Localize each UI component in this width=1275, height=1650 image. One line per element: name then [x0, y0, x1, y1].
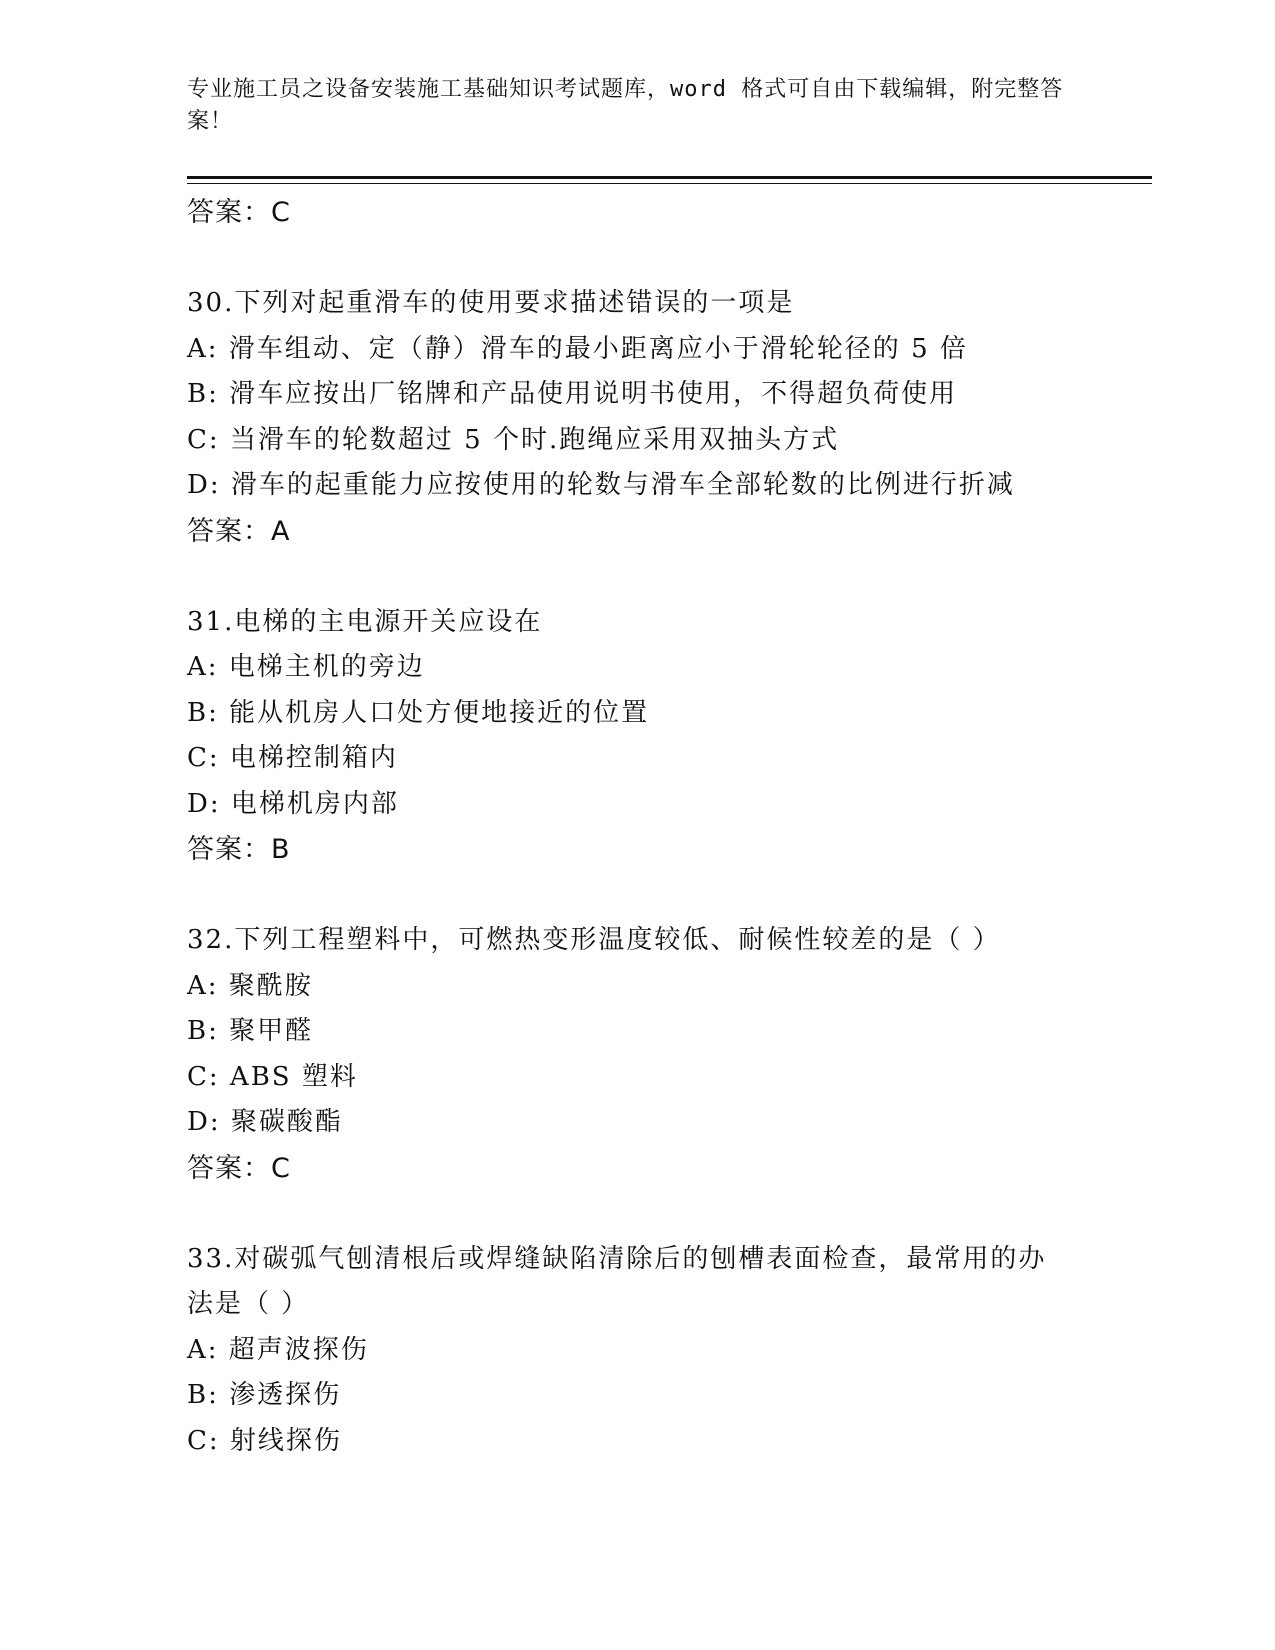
question-stem: 31.电梯的主电源开关应设在: [187, 606, 543, 637]
option-c: C: ABS 塑料: [187, 1061, 358, 1092]
option-d: D: 滑车的起重能力应按使用的轮数与滑车全部轮数的比例进行折减: [187, 470, 1015, 500]
spacer: [187, 236, 1087, 282]
spacer: [187, 554, 1087, 600]
option-c: C: 当滑车的轮数超过 5 个时.跑绳应采用双抽头方式: [187, 424, 840, 455]
question-stem: 30.下列对起重滑车的使用要求描述错误的一项是: [187, 288, 795, 318]
answer-line: 答案：C: [187, 197, 291, 228]
option-d: D: 电梯机房内部: [187, 788, 399, 819]
option-a: A: 电梯主机的旁边: [187, 652, 425, 682]
question-stem: 33.对碳弧气刨清根后或焊缝缺陷清除后的刨槽表面检查，最常用的办法是（ ）: [187, 1243, 1047, 1319]
option-a: A: 超声波探伤: [187, 1334, 369, 1365]
document-header: 专业施工员之设备安装施工基础知识考试题库，word 格式可自由下载编辑，附完整答案！: [187, 77, 1064, 134]
option-b: B: 聚甲醛: [187, 1016, 314, 1046]
option-b: B: 能从机房人口处方便地接近的位置: [187, 697, 650, 728]
spacer: [187, 1191, 1087, 1237]
option-c: C: 电梯控制箱内: [187, 743, 398, 773]
question-33: [187, 1237, 1087, 1465]
question-30: [187, 281, 1087, 554]
option-a: A: 聚酰胺: [187, 970, 313, 1001]
answer-line: 答案：C: [187, 1152, 291, 1184]
header-divider-thin: [187, 183, 1152, 184]
answer-line: 答案：B: [187, 834, 291, 865]
header-divider-thick: [187, 176, 1152, 179]
question-31: [187, 600, 1087, 873]
option-a: A: 滑车组动、定（静）滑车的最小距离应小于滑轮轮径的 5 倍: [187, 333, 968, 364]
option-c: C: 射线探伤: [187, 1425, 342, 1456]
question-list: [187, 190, 1087, 1464]
question-stem: 32.下列工程塑料中，可燃热变形温度较低、耐候性较差的是（ ）: [187, 925, 1001, 955]
option-b: B: 渗透探伤: [187, 1380, 342, 1410]
option-d: D: 聚碳酸酯: [187, 1107, 343, 1137]
answer-line: 答案：A: [187, 515, 291, 547]
spacer: [187, 873, 1087, 919]
option-b: B: 滑车应按出厂铭牌和产品使用说明书使用，不得超负荷使用: [187, 379, 958, 409]
question-32: [187, 918, 1087, 1191]
